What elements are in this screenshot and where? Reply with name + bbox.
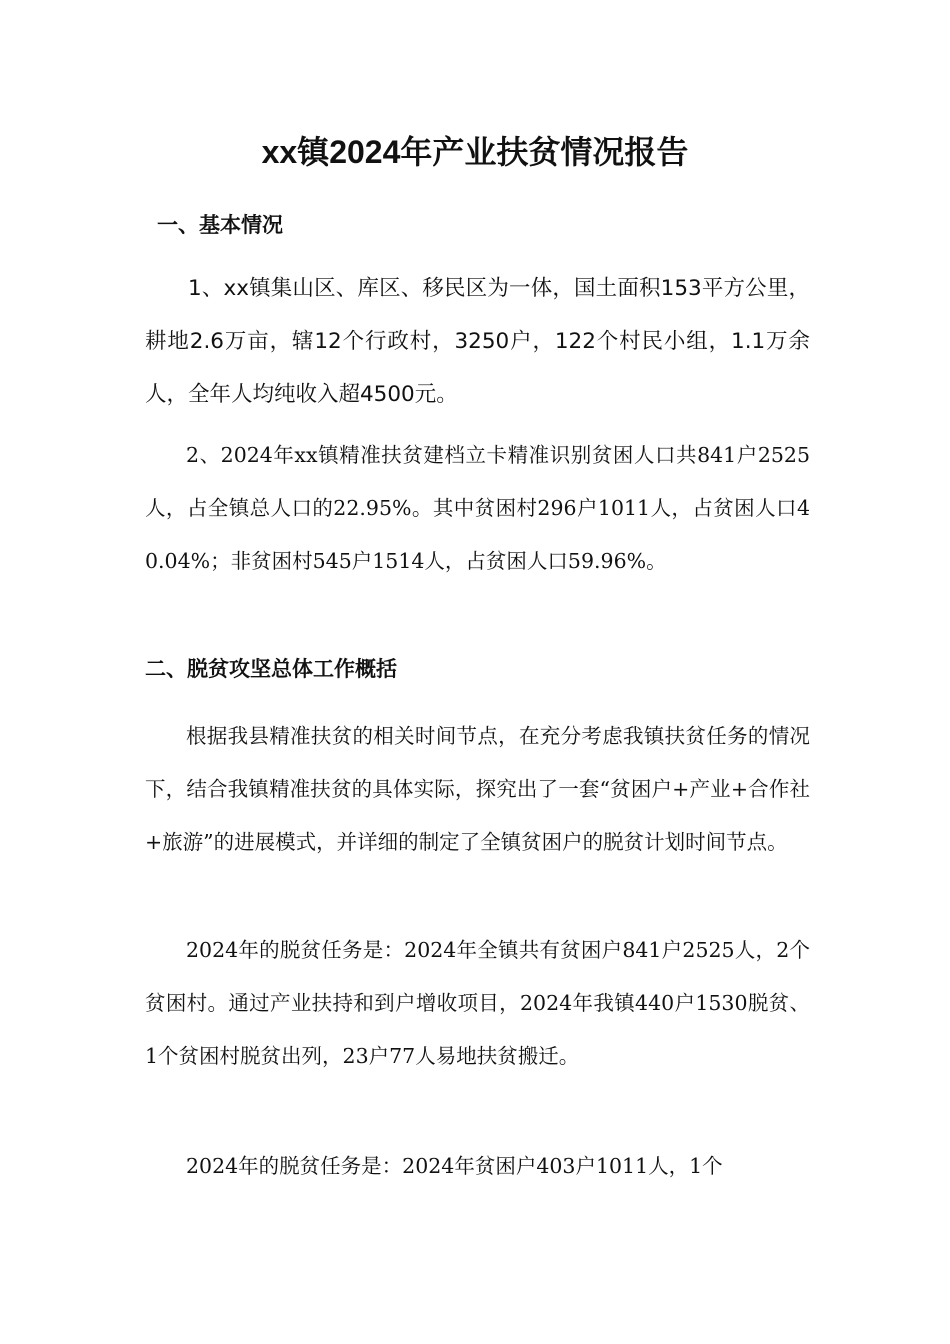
document-title: xx镇2024年产业扶贫情况报告 [261, 134, 689, 170]
section-heading-basic: 一、基本情况 [157, 213, 283, 237]
paragraph-basic-1: 1、xx镇集山区、库区、移民区为一体，国土面积153平方公里，耕地2.6万亩，辖12个行政村，3250户，122个村民小组，1.1万余人，全年人均纯收入超4500元。 [145, 276, 810, 407]
paragraph-overview-1: 根据我县精准扶贫的相关时间节点，在充分考虑我镇扶贫任务的情况下，结合我镇精准扶贫的具体实际，探究出了一套“贫困户+产业+合作社+旅游”的进展模式，并详细的制定了全镇贫困户的脱贫计划时间节点。 [145, 724, 810, 854]
section-heading-overview: 二、脱贫攻坚总体工作概括 [145, 657, 397, 681]
paragraph-overview-2: 2024年的脱贫任务是：2024年全镇共有贫困户841户2525人，2个贫困村。通过产业扶持和到户增收项目，2024年我镇440户1530脱贫、1个贫困村脱贫出列，23户77人易地扶贫搬迁。 [145, 938, 810, 1068]
paragraph-overview-3: 2024年的脱贫任务是：2024年贫困户403户1011人，1个 [186, 1154, 723, 1178]
paragraph-basic-2: 2、2024年xx镇精准扶贫建档立卡精准识别贫困人口共841户2525人，占全镇总人口的22.95%。其中贫困村296户1011人，占贫困人口40.04%；非贫困村545户1514人，占贫困人口59.96%。 [145, 443, 810, 573]
